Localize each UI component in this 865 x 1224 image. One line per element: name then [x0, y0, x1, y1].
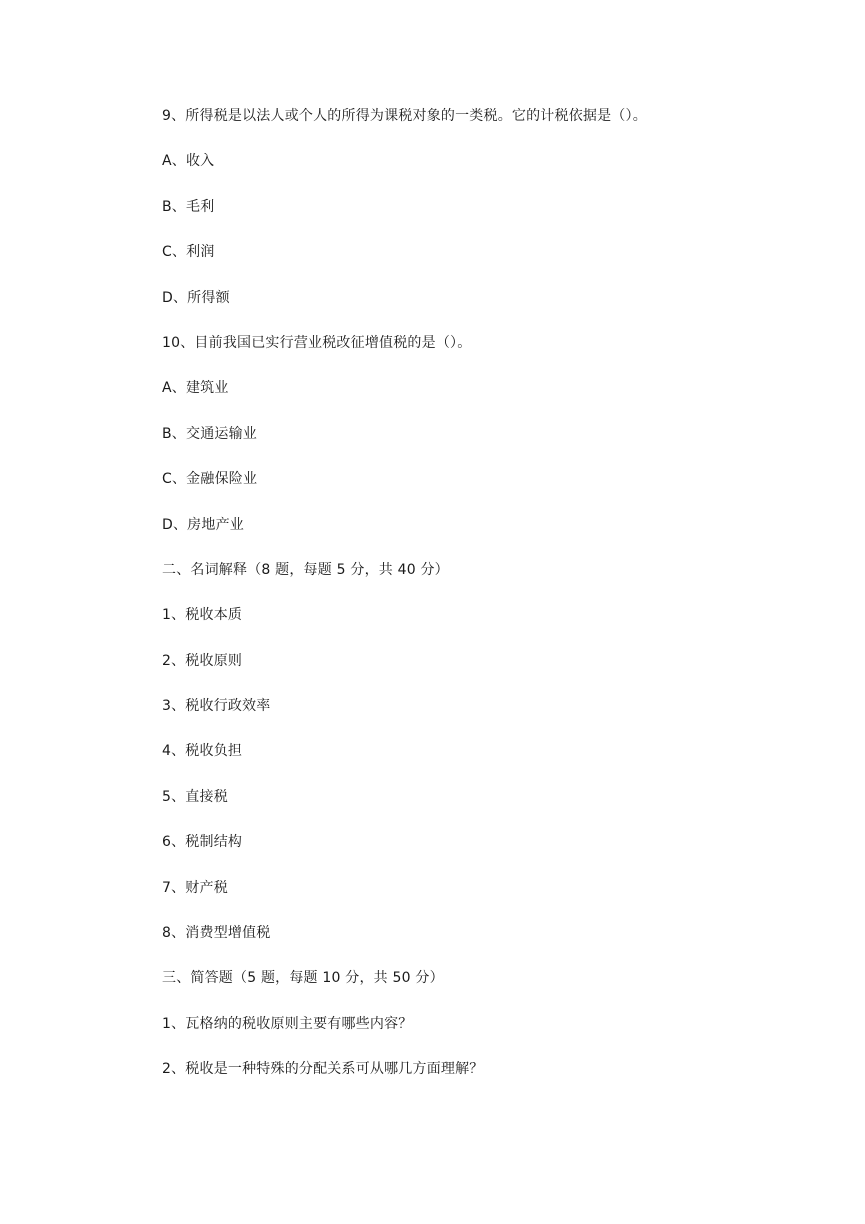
term-2: 2、税收原则: [162, 652, 243, 669]
term-7: 7、财产税: [162, 879, 228, 896]
short-answer-2: 2、税收是一种特殊的分配关系可从哪几方面理解？: [162, 1061, 484, 1078]
term-4: 4、税收负担: [162, 743, 243, 760]
question-9-option-d: D、所得额: [162, 289, 230, 306]
term-6: 6、税制结构: [162, 834, 243, 851]
section-3-heading: 三、简答题（5 题，每题 10 分，共 50 分）: [162, 970, 444, 987]
section-2-heading: 二、名词解释（8 题，每题 5 分，共 40 分）: [162, 561, 449, 578]
short-answer-1: 1、瓦格纳的税收原则主要有哪些内容？: [162, 1015, 413, 1032]
question-10-option-a: A、建筑业: [162, 380, 229, 397]
question-9-option-b: B、毛利: [162, 198, 215, 215]
document-body: [162, 104, 762, 1103]
term-3: 3、税收行政效率: [162, 698, 271, 715]
term-5: 5、直接税: [162, 788, 228, 805]
question-9: 9、所得税是以法人或个人的所得为课税对象的一类税。它的计税依据是（）。: [162, 108, 647, 124]
term-1: 1、税收本质: [162, 607, 243, 624]
question-10: 10、目前我国已实行营业税改征增值税的是（）。: [162, 334, 472, 351]
question-9-option-c: C、利润: [162, 244, 215, 261]
question-10-option-d: D、房地产业: [162, 516, 244, 533]
term-8: 8、消费型增值税: [162, 925, 271, 942]
question-10-option-c: C、金融保险业: [162, 471, 258, 488]
question-9-option-a: A、收入: [162, 153, 215, 170]
question-10-option-b: B、交通运输业: [162, 425, 258, 442]
